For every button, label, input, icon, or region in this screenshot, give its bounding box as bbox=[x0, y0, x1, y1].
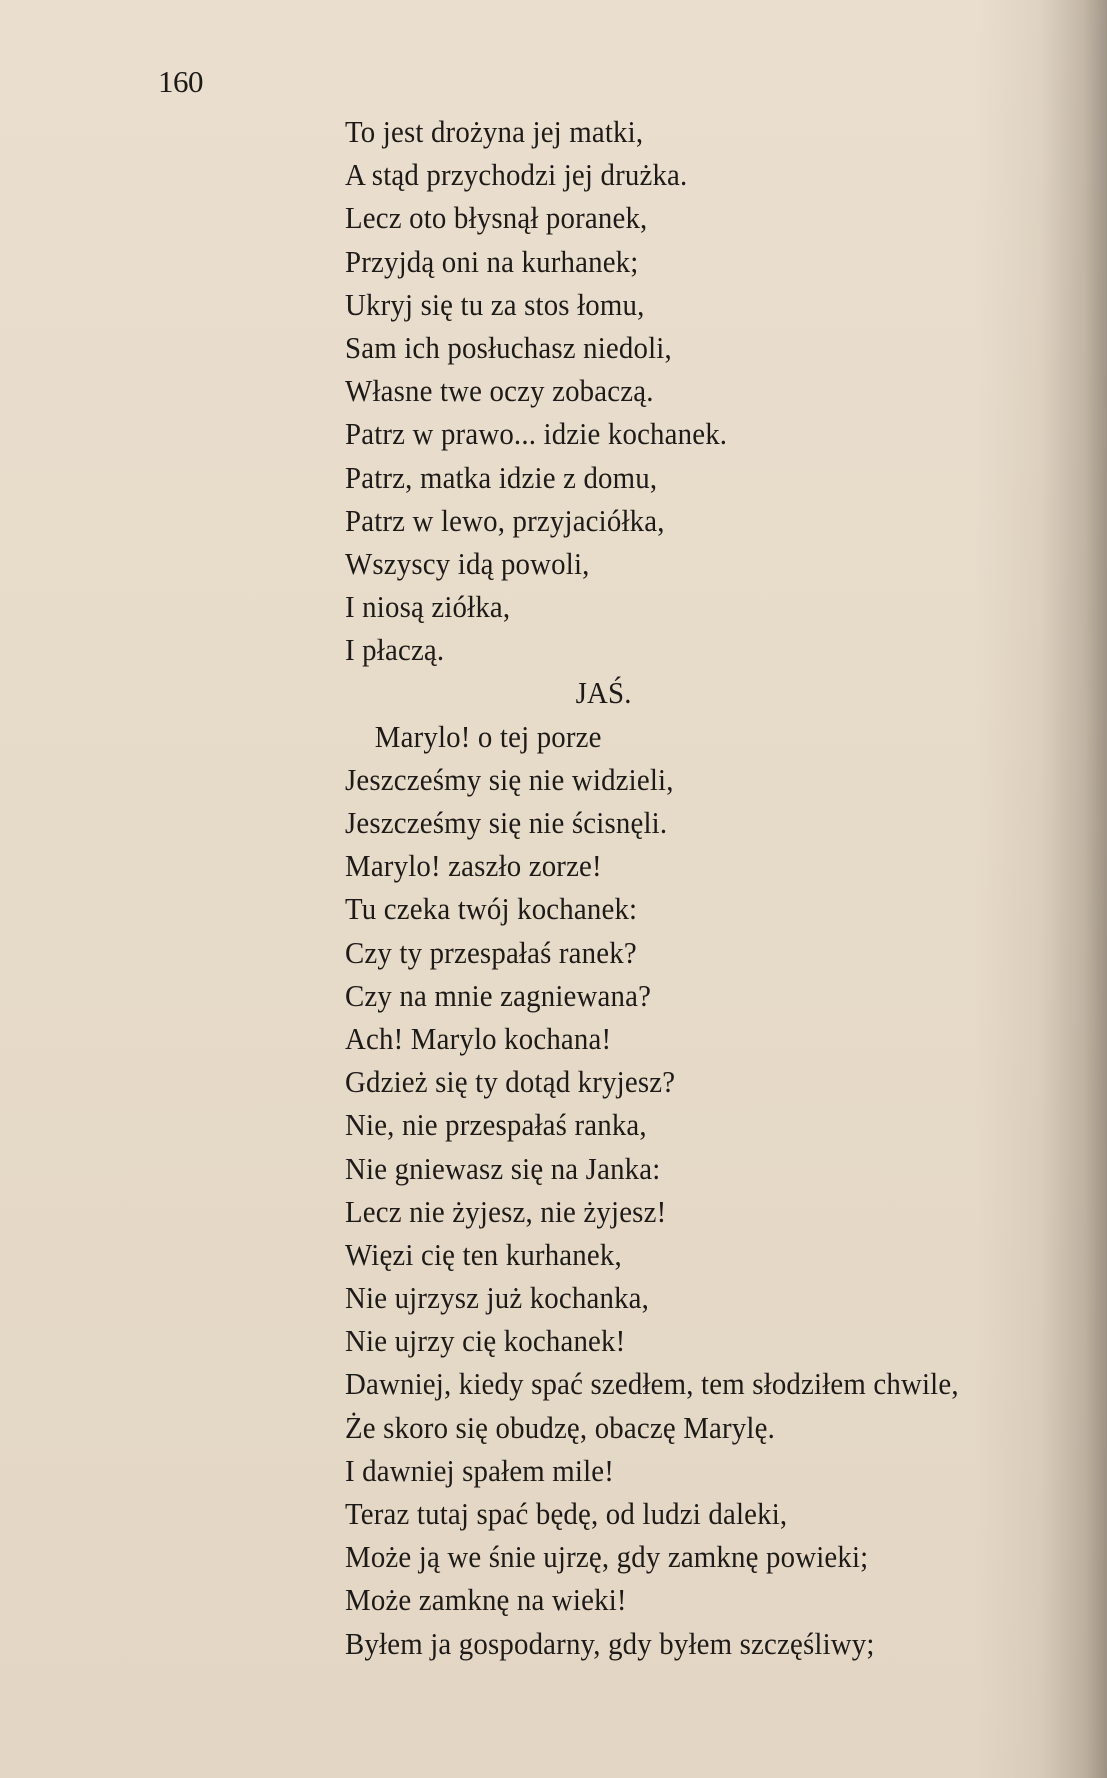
poem-line: Tu czeka twój kochanek: bbox=[345, 891, 638, 927]
poem-line: Ukryj się tu za stos łomu, bbox=[345, 286, 645, 322]
poem-line: I płaczą. bbox=[345, 632, 445, 668]
speaker-name: JAŚ. bbox=[575, 675, 632, 711]
poem-line: Marylo! o tej porze bbox=[374, 718, 602, 754]
poem-line: Marylo! zaszło zorze! bbox=[345, 848, 602, 884]
poem-line: Lecz oto błysnął poranek, bbox=[345, 200, 648, 236]
poem-line: Sam ich posłuchasz niedoli, bbox=[345, 329, 672, 365]
poem-line: Gdzież się ty dotąd kryjesz? bbox=[345, 1064, 676, 1100]
poem-line: Teraz tutaj spać będę, od ludzi daleki, bbox=[345, 1496, 788, 1531]
poem-line: Jeszcześmy się nie widzieli, bbox=[345, 761, 674, 797]
poem-text bbox=[345, 110, 1005, 1665]
poem-line: Nie, nie przespałaś ranka, bbox=[345, 1107, 647, 1143]
poem-line: Dawniej, kiedy spać szedłem, tem słodziłem chwile, bbox=[345, 1366, 959, 1402]
poem-line: Czy ty przespałaś ranek? bbox=[345, 934, 637, 970]
poem-line: Że skoro się obudzę, obaczę Marylę. bbox=[345, 1409, 775, 1445]
poem-line: Może ją we śnie ujrzę, gdy zamknę powieki; bbox=[345, 1539, 869, 1575]
poem-line: Nie ujrzysz już kochanka, bbox=[345, 1280, 650, 1316]
poem-line: Nie gniewasz się na Janka: bbox=[345, 1150, 661, 1186]
poem-line: I niosą ziółka, bbox=[345, 589, 511, 625]
page-number: 160 bbox=[158, 64, 203, 99]
poem-line: A stąd przychodzi jej drużka. bbox=[345, 157, 688, 193]
poem-line: Przyjdą oni na kurhanek; bbox=[345, 243, 639, 279]
poem-line: Byłem ja gospodarny, gdy byłem szczęśliwy; bbox=[345, 1625, 875, 1661]
poem-line: Wszyscy idą powoli, bbox=[345, 545, 590, 581]
poem-line: Może zamknę na wieki! bbox=[345, 1582, 627, 1618]
poem-line: Lecz nie żyjesz, nie żyjesz! bbox=[345, 1193, 667, 1229]
poem-line: Patrz, matka idzie z domu, bbox=[345, 459, 658, 495]
poem-line: Patrz w lewo, przyjaciółka, bbox=[345, 502, 665, 538]
poem-line: To jest drożyna jej matki, bbox=[345, 114, 644, 149]
poem-line: Jeszcześmy się nie ścisnęli. bbox=[345, 805, 668, 840]
poem-line: Nie ujrzy cię kochanek! bbox=[345, 1323, 626, 1359]
poem-line: Czy na mnie zagniewana? bbox=[345, 977, 652, 1013]
poem-line: Ach! Marylo kochana! bbox=[345, 1020, 612, 1056]
poem-line: Patrz w prawo... idzie kochanek. bbox=[345, 416, 728, 452]
poem-line: I dawniej spałem mile! bbox=[345, 1452, 615, 1488]
poem-line: Więzi cię ten kurhanek, bbox=[345, 1236, 622, 1272]
poem-line: Własne twe oczy zobaczą. bbox=[345, 373, 654, 409]
